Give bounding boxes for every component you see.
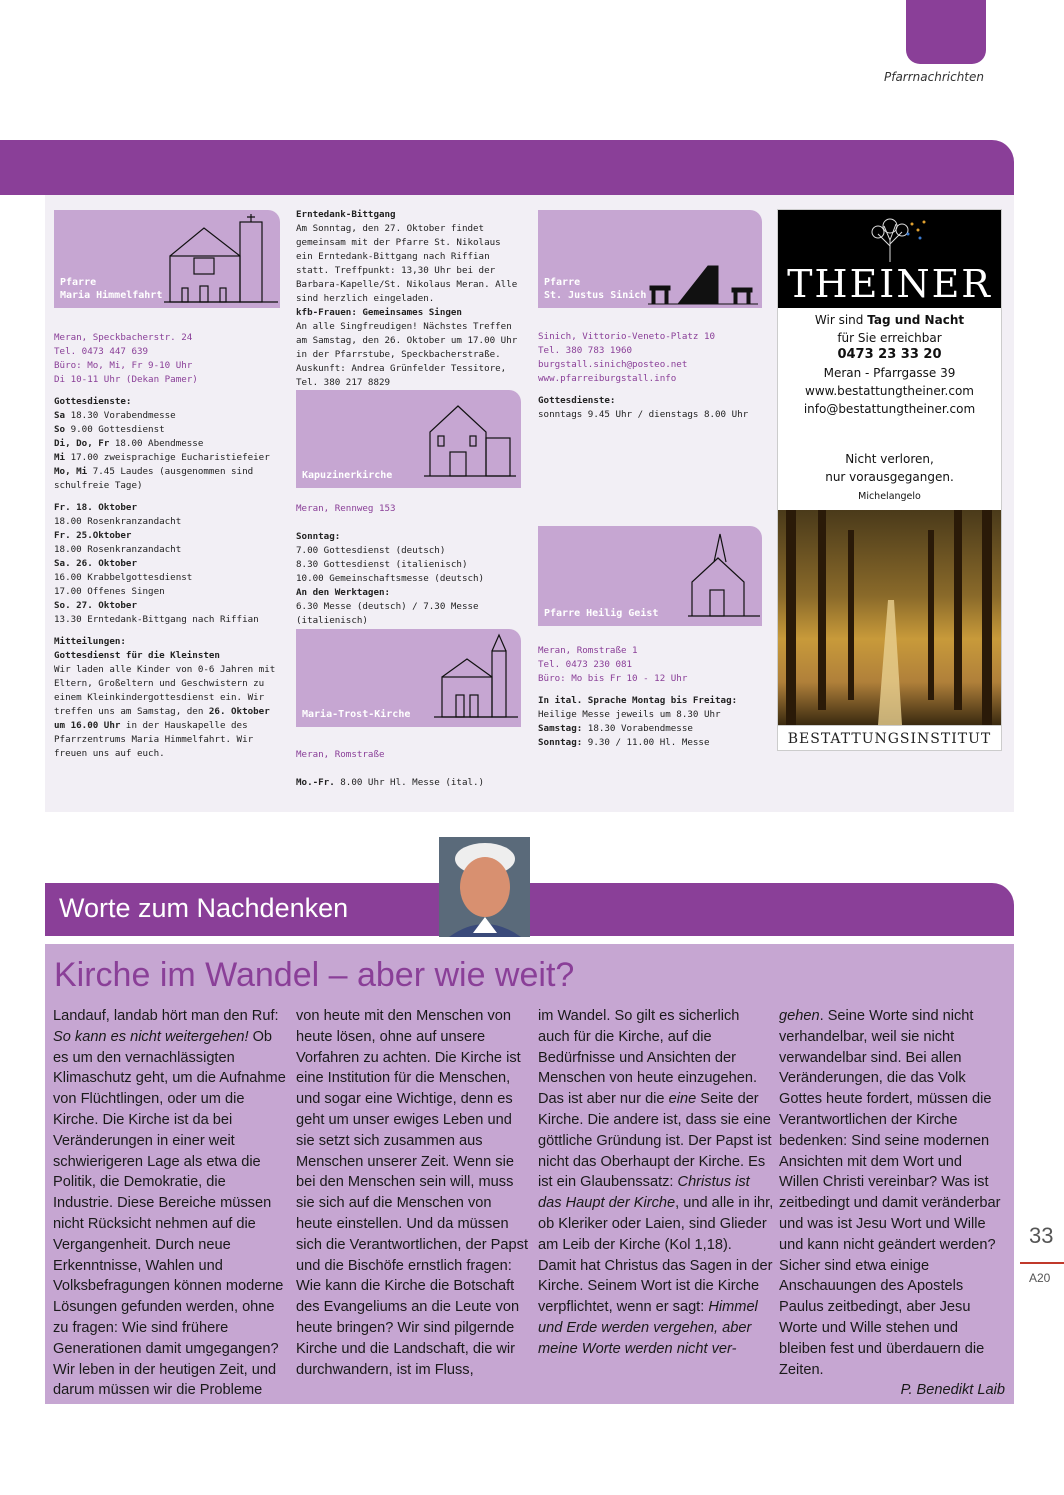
article-headline: Kirche im Wandel – aber wie weit? <box>54 956 575 994</box>
column-heilig-geist <box>538 644 770 750</box>
bittgang-text: Am Sonntag, den 27. Oktober findet gemeinsam mit der Pfarre St. Nikolaus ein Erntedank-Bittgang nach Riffian statt. Treffpunkt: 13,30 Uhr bei der Barbara-Kapelle/St. Nikolaus Meran. Alle sind herzlich eingeladen. <box>296 223 518 304</box>
theiner-advertisement <box>777 209 1002 751</box>
service-row: So 9.00 Gottesdienst <box>54 424 165 435</box>
services-text: sonntags 9.45 Uhr / dienstags 8.00 Uhr <box>538 409 749 420</box>
parish-box-heilig-geist <box>538 526 762 626</box>
church-drawing-icon <box>424 398 516 482</box>
email-link[interactable]: burgstall.sinich@posteo.net <box>538 359 688 370</box>
header-band <box>0 140 1014 195</box>
phone: Tel. 0473 447 639 <box>54 346 149 357</box>
author-portrait <box>439 837 530 937</box>
page-rule <box>1020 1262 1064 1264</box>
weekday-title: An den Werktagen: <box>296 587 391 598</box>
ad-availability: Wir sind Tag und Nacht <box>814 313 965 327</box>
address: Sinich, Vittorio-Veneto-Platz 10 <box>538 331 716 342</box>
ad-address: Meran - Pfarrgasse 39 <box>823 366 956 380</box>
ad-quote-line1: Nicht verloren, <box>845 452 934 466</box>
notice-head: Gottesdienst für die Kleinsten <box>54 650 220 661</box>
service-row: Mi 17.00 zweisprachige Eucharistiefeier <box>54 452 270 463</box>
event-text: 17.00 Offenes Singen <box>54 586 165 597</box>
parish-box-kapuzinerkirche <box>296 390 521 488</box>
sunday-service: 10.00 Gemeinschaftsmesse (deutsch) <box>296 573 485 584</box>
kfb-phone: Tel. 380 217 8829 <box>296 377 391 388</box>
service-row: Mo, Mi 7.45 Laudes (ausgenommen sind schulfreie Tage) <box>54 466 254 491</box>
section-label: Pfarrnachrichten <box>883 70 984 84</box>
article-panel <box>45 944 1014 1404</box>
office-hours: Büro: Mo bis Fr 10 - 12 Uhr <box>538 673 688 684</box>
column-maria-trost <box>296 748 528 790</box>
phone: Tel. 380 783 1960 <box>538 345 633 356</box>
services-title: Gottesdienste: <box>54 396 132 407</box>
page-code: A20 <box>1029 1271 1051 1285</box>
event-text: 18.00 Rosenkranzandacht <box>54 544 182 555</box>
parish-name-line1: Pfarre <box>544 277 581 288</box>
article-author: P. Benedikt Laib <box>900 1382 1005 1399</box>
address: Meran, Speckbacherstr. 24 <box>54 332 193 343</box>
kfb-contact: Auskunft: Andrea Grünfelder Tessitore, <box>296 363 507 374</box>
kfb-head: kfb-Frauen: Gemeinsames Singen <box>296 307 462 318</box>
church-drawing-icon <box>688 532 760 622</box>
service-row: Mo.-Fr. 8.00 Uhr Hl. Messe (ital.) <box>296 777 485 788</box>
service-row: Samstag: 18.30 Vorabendmesse <box>538 723 693 734</box>
ad-email[interactable]: info@bestattungtheiner.com <box>803 402 976 416</box>
article-column-2: von heute mit den Menschen von heute lösen, ohne auf unsere Vorfahren zu achten. Die Kirche ist eine Institution für die Menschen, und sogar eine Wichtige, denn es geht um unser ewiges Leben und sie setzt sich zusammen aus Menschen unserer Zeit. Wenn sie bei den Menschen sein will, muss sie sich auf die Menschen von heute einstellen. Und da müssen sich die Verantwortlichen, der Papst und die Bischöfe ernstlich fragen: Wie kann die Kirche die Botschaft des Evangeliums an die Leute von heute bringen? Wir sind pilgernde Kirche und die Landschaft, die wir durchwandern, ist im Fluss, <box>296 1008 529 1378</box>
notices-title: Mitteilungen: <box>54 636 126 647</box>
sunday-service: 8.30 Gottesdienst (italienisch) <box>296 559 468 570</box>
sunday-service: 7.00 Gottesdienst (deutsch) <box>296 545 446 556</box>
column-bittgang <box>296 208 522 390</box>
ad-quote-author: Michelangelo <box>858 491 921 502</box>
address: Meran, Romstraße 1 <box>538 645 638 656</box>
address: Meran, Rennweg 153 <box>296 503 396 514</box>
parish-name-line2: St. Justus Sinich <box>544 290 647 301</box>
ad-quote-line2: nur vorausgegangen. <box>825 470 954 484</box>
sunday-title: Sonntag: <box>296 531 341 542</box>
forest-path-image <box>778 510 1001 725</box>
page-number: 33 <box>1029 1223 1054 1248</box>
church-drawing-icon <box>164 212 278 306</box>
ital-text: Heilige Messe jeweils um 8.30 Uhr <box>538 709 721 720</box>
parish-box-st-justus <box>538 210 762 308</box>
event-date: Fr. 18. Oktober <box>54 502 137 513</box>
weekday-service: 6.30 Messe (deutsch) / 7.30 Messe (italienisch) <box>296 601 479 626</box>
service-row: Sa 18.30 Vorabendmesse <box>54 410 176 421</box>
article-column-3: im Wandel. So gilt es sicherlich auch für die Kirche, auf die Bedürfnisse und Ansichten der Menschen von heute einzugehen. Das ist aber nur die eine Seite der Kirche. Die andere ist, dass sie eine göttliche Gründung ist. Der Papst ist nicht das Oberhaupt der Kirche. Es ist ein Glaubenssatz: Christus ist das Haupt der Kirche, und alle in ihr, ob Kleriker oder Laien, sind Glieder am Leib der Kirche (Kol 1,18). Damit hat Christus das Sagen in der Kirche. Seinem Wort ist die Kirche verpflichtet, wenn er sagt: Himmel und Erde werden vergehen, aber meine Worte werden nicht ver- <box>538 1008 774 1357</box>
ad-logo: THEINER <box>787 262 992 306</box>
phone: Tel. 0473 230 081 <box>538 659 633 670</box>
top-tab <box>906 0 986 64</box>
office-hours-1: Büro: Mo, Mi, Fr 9-10 Uhr <box>54 360 193 371</box>
ad-reachable: für Sie erreichbar <box>837 331 942 345</box>
ad-phone: 0473 23 33 20 <box>837 347 942 362</box>
website-link[interactable]: www.pfarreiburgstall.info <box>538 373 677 384</box>
parish-box-maria-himmelfahrt <box>54 210 280 308</box>
article-section-title: Worte zum Nachdenken <box>59 893 349 923</box>
office-hours-2: Di 10-11 Uhr (Dekan Pamer) <box>54 374 198 385</box>
parish-name: Kapuzinerkirche <box>302 470 393 481</box>
column-st-justus <box>538 330 770 422</box>
church-drawing-icon <box>648 230 758 306</box>
service-row: Sonntag: 9.30 / 11.00 Hl. Messe <box>538 737 710 748</box>
parish-name: Pfarre Heilig Geist <box>544 608 659 619</box>
kfb-text: An alle Singfreudigen! Nächstes Treffen am Samstag, den 26. Oktober um 17.00 Uhr in der Pfarrstube, Speckbacherstraße. <box>296 321 518 360</box>
ital-title: In ital. Sprache Montag bis Freitag: <box>538 695 738 706</box>
parish-name-line2: Maria Himmelfahrt <box>60 290 163 301</box>
parish-name: Maria-Trost-Kirche <box>302 709 411 720</box>
event-date: Fr. 25.Oktober <box>54 530 132 541</box>
ad-website[interactable]: www.bestattungtheiner.com <box>805 384 974 398</box>
event-date: So. 27. Oktober <box>54 600 137 611</box>
services-title: Gottesdienste: <box>538 395 616 406</box>
address: Meran, Romstraße <box>296 749 385 760</box>
event-text: 18.00 Rosenkranzandacht <box>54 516 182 527</box>
article-column-1: Landauf, landab hört man den Ruf: So kann es nicht weitergehen! Ob es um den vernachlässigten Klimaschutz geht, um die Aufnahme von Flüchtlingen, oder um die Kirche. Die Kirche ist da bei Veränderungen in einer weit schwierigeren Lage als etwa die Politik, die Demokratie, die Industrie. Diese Bereiche müssen nicht Rücksicht nehmen auf die Vergangenheit. Durch neue Erkenntnisse, Wahlen und Volksbefragungen können moderne Lösungen gefunden werden, ohne zu fragen: Wie sind frühere Generationen damit umgegangen? Wir leben in der heutigen Zeit, und darum müssen wir die Probleme <box>53 1008 286 1399</box>
column-maria-himmelfahrt <box>54 331 286 761</box>
service-row: Di, Do, Fr 18.00 Abendmesse <box>54 438 204 449</box>
tree-icon <box>850 216 930 262</box>
event-text: 13.30 Erntedank-Bittgang nach Riffian <box>54 614 259 625</box>
ad-logo-area <box>778 210 1001 308</box>
event-date: Sa. 26. Oktober <box>54 558 137 569</box>
parish-box-maria-trost <box>296 629 521 727</box>
bittgang-head: Erntedank-Bittgang <box>296 209 396 220</box>
ad-footer: BESTATTUNGSINSTITUT <box>778 725 1001 751</box>
article-column-4: gehen. Seine Worte sind nicht verhandelbar, weil sie nicht verwandelbar sind. Bei allen Veränderungen, die das Volk Gottes heute fordert, müssen die Verantwortlichen der Kirche bedenken: Sind seine modernen Ansichten mit dem Wort und Willen Christi vereinbar? Was ist zeitbedingt und damit veränderbar und was ist Jesu Wort und Wille und kann nicht geändert werden? Sicher sind etwa einige Anschauungen des Apostels Paulus zeitbedingt, aber Jesu Worte und Wille stehen und bleiben fest und überdauern die Zeiten. P. Benedikt Laib <box>779 1006 1005 1401</box>
parish-name-line1: Pfarre <box>60 277 97 288</box>
event-text: 16.00 Krabbelgottesdienst <box>54 572 193 583</box>
notice-text: Wir laden alle Kinder von 0-6 Jahren mit Eltern, Großeltern und Geschwistern zu einem Kleinkindergottesdienst ein. Wir treffen uns am Samstag, den 26. Oktober um 16.00 Uhr in der Hauskapelle des Pfarrzentrums Maria Himmelfahrt. Wir freuen uns auf euch. <box>54 664 276 759</box>
column-kapuziner <box>296 502 528 628</box>
church-drawing-icon <box>434 633 518 721</box>
